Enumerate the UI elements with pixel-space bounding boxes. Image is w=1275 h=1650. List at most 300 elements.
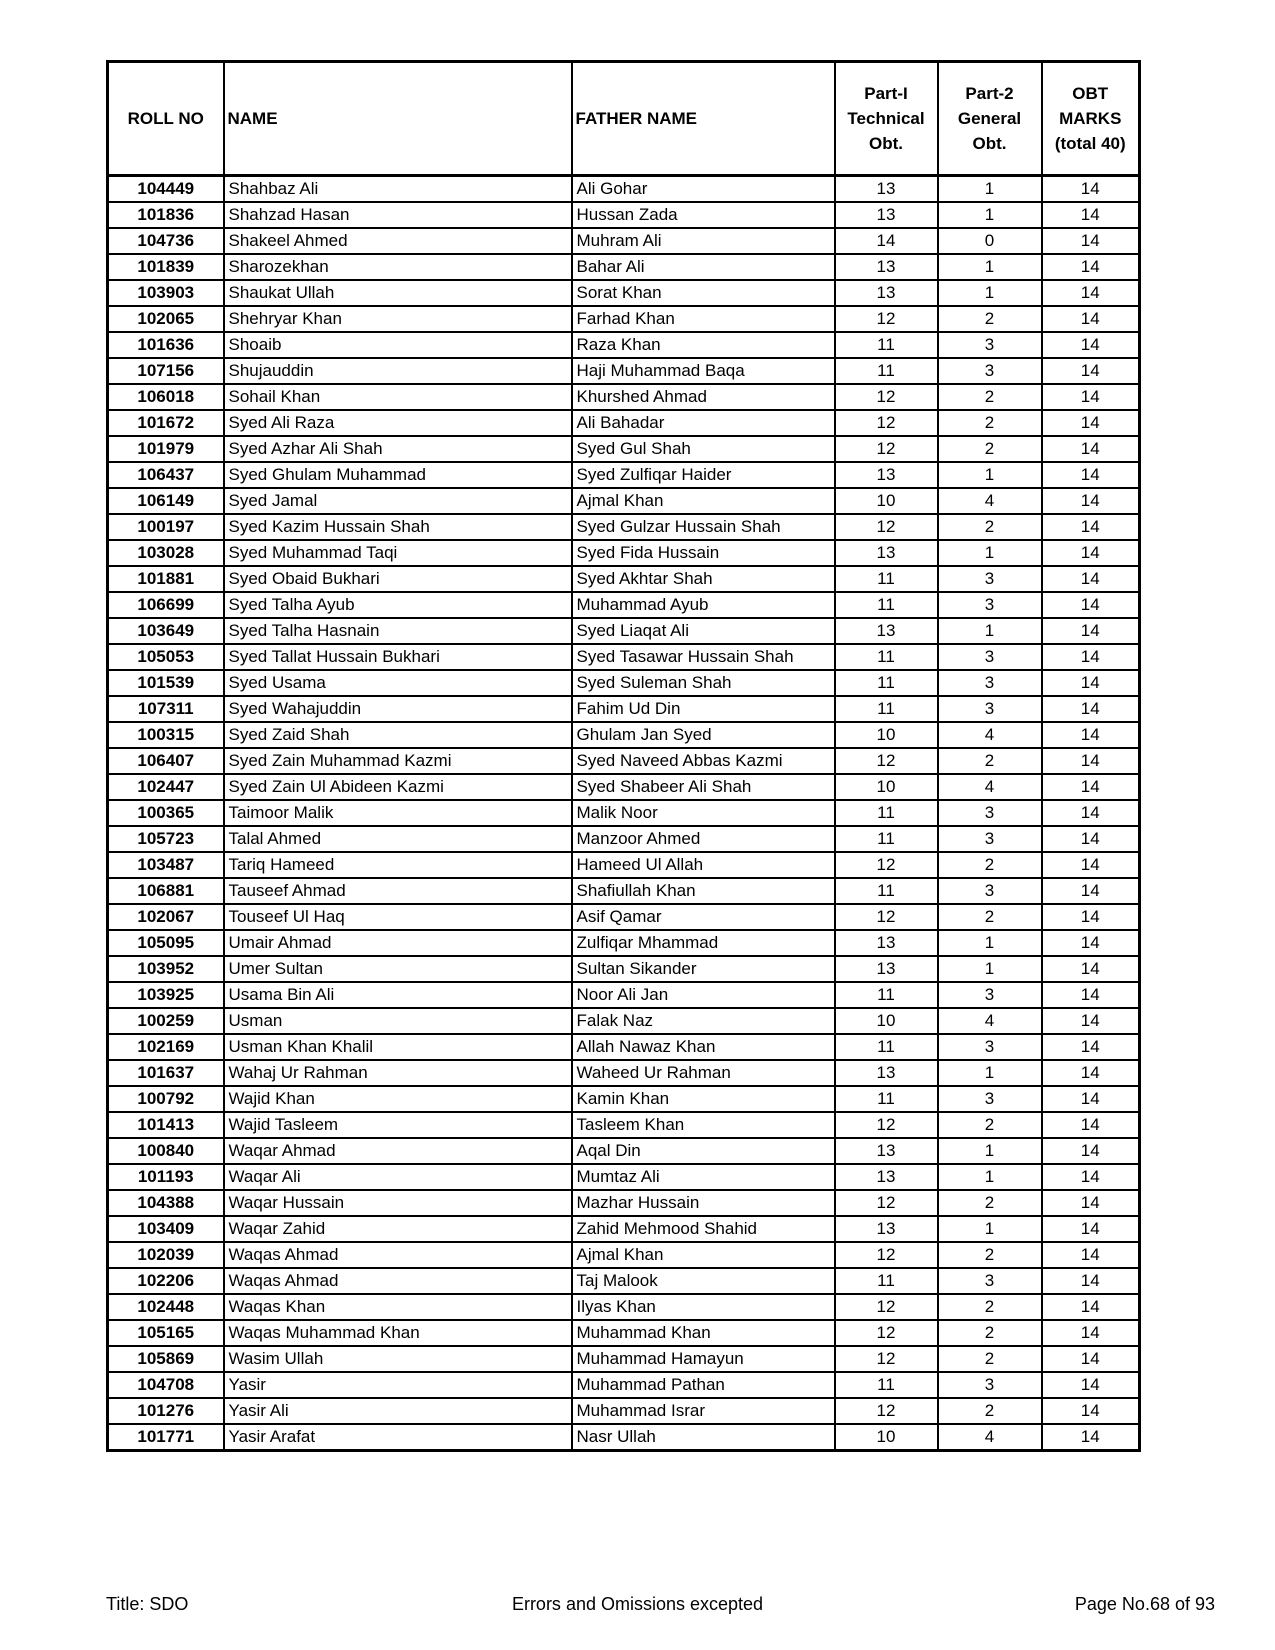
header-row xyxy=(108,62,1140,176)
obt-marks-cell: 14 xyxy=(1042,176,1140,203)
obt-marks-cell: 14 xyxy=(1042,1294,1140,1320)
table-row xyxy=(108,280,1140,306)
part1-technical-cell: 11 xyxy=(835,696,938,722)
part2-general-cell: 1 xyxy=(938,280,1042,306)
part2-general-cell: 2 xyxy=(938,1320,1042,1346)
table-row xyxy=(108,176,1140,203)
part1-technical-cell: 13 xyxy=(835,956,938,982)
part2-general-cell: 1 xyxy=(938,1138,1042,1164)
name-cell: Wasim Ullah xyxy=(224,1346,572,1372)
part2-general-cell: 2 xyxy=(938,748,1042,774)
name-cell: Shoaib xyxy=(224,332,572,358)
name-cell: Waqas Ahmad xyxy=(224,1268,572,1294)
roll-no-cell: 103903 xyxy=(108,280,224,306)
roll-no-cell: 105723 xyxy=(108,826,224,852)
obt-marks-cell: 14 xyxy=(1042,1086,1140,1112)
father-name-cell: Muhammad Hamayun xyxy=(572,1346,835,1372)
name-cell: Syed Muhammad Taqi xyxy=(224,540,572,566)
roll-no-cell: 100315 xyxy=(108,722,224,748)
roll-no-cell: 104449 xyxy=(108,176,224,203)
part2-general-cell: 3 xyxy=(938,1034,1042,1060)
table-row xyxy=(108,566,1140,592)
part1-technical-cell: 13 xyxy=(835,254,938,280)
part1-technical-cell: 13 xyxy=(835,280,938,306)
roll-no-cell: 106407 xyxy=(108,748,224,774)
part2-general-cell: 1 xyxy=(938,1216,1042,1242)
name-cell: Wahaj Ur Rahman xyxy=(224,1060,572,1086)
roll-no-cell: 105869 xyxy=(108,1346,224,1372)
roll-no-cell: 101193 xyxy=(108,1164,224,1190)
name-cell: Umair Ahmad xyxy=(224,930,572,956)
roll-no-cell: 103028 xyxy=(108,540,224,566)
table-row xyxy=(108,202,1140,228)
name-cell: Waqar Zahid xyxy=(224,1216,572,1242)
obt-marks-cell: 14 xyxy=(1042,852,1140,878)
roll-no-cell: 106699 xyxy=(108,592,224,618)
name-cell: Shujauddin xyxy=(224,358,572,384)
table-row xyxy=(108,774,1140,800)
part1-technical-cell: 11 xyxy=(835,1086,938,1112)
roll-no-cell: 106149 xyxy=(108,488,224,514)
table-row xyxy=(108,1294,1140,1320)
part1-technical-cell: 10 xyxy=(835,488,938,514)
part2-general-cell: 1 xyxy=(938,202,1042,228)
father-name-cell: Ajmal Khan xyxy=(572,1242,835,1268)
part1-technical-cell: 12 xyxy=(835,384,938,410)
father-name-cell: Syed Naveed Abbas Kazmi xyxy=(572,748,835,774)
part1-technical-cell: 12 xyxy=(835,1190,938,1216)
father-name-cell: Syed Fida Hussain xyxy=(572,540,835,566)
part2-general-cell: 2 xyxy=(938,904,1042,930)
table-row xyxy=(108,1060,1140,1086)
part1-technical-cell: 12 xyxy=(835,436,938,462)
roll-no-cell: 101979 xyxy=(108,436,224,462)
part2-general-cell: 2 xyxy=(938,410,1042,436)
name-cell: Syed Azhar Ali Shah xyxy=(224,436,572,462)
part2-general-cell: 2 xyxy=(938,1112,1042,1138)
part2-general-cell: 2 xyxy=(938,514,1042,540)
father-name-cell: Fahim Ud Din xyxy=(572,696,835,722)
part2-general-cell: 2 xyxy=(938,436,1042,462)
name-cell: Shaukat Ullah xyxy=(224,280,572,306)
father-name-cell: Syed Shabeer Ali Shah xyxy=(572,774,835,800)
roll-no-cell: 103649 xyxy=(108,618,224,644)
father-name-cell: Tasleem Khan xyxy=(572,1112,835,1138)
obt-marks-cell: 14 xyxy=(1042,1424,1140,1451)
table-row xyxy=(108,254,1140,280)
part1-technical-cell: 11 xyxy=(835,878,938,904)
name-cell: Usman xyxy=(224,1008,572,1034)
part1-technical-cell: 12 xyxy=(835,1346,938,1372)
name-cell: Syed Usama xyxy=(224,670,572,696)
part2-general-cell: 3 xyxy=(938,1372,1042,1398)
father-name-cell: Asif Qamar xyxy=(572,904,835,930)
father-name-cell: Manzoor Ahmed xyxy=(572,826,835,852)
roll-no-cell: 107311 xyxy=(108,696,224,722)
roll-no-cell: 104736 xyxy=(108,228,224,254)
part2-general-cell: 3 xyxy=(938,878,1042,904)
obt-marks-cell: 14 xyxy=(1042,202,1140,228)
header-part2-line1: Part-2 xyxy=(965,84,1014,103)
name-cell: Talal Ahmed xyxy=(224,826,572,852)
table-row xyxy=(108,462,1140,488)
father-name-cell: Mazhar Hussain xyxy=(572,1190,835,1216)
obt-marks-cell: 14 xyxy=(1042,1138,1140,1164)
table-row xyxy=(108,826,1140,852)
obt-marks-cell: 14 xyxy=(1042,566,1140,592)
roll-no-cell: 100197 xyxy=(108,514,224,540)
name-cell: Syed Wahajuddin xyxy=(224,696,572,722)
obt-marks-cell: 14 xyxy=(1042,280,1140,306)
part1-technical-cell: 13 xyxy=(835,1060,938,1086)
roll-no-cell: 103409 xyxy=(108,1216,224,1242)
roll-no-cell: 102067 xyxy=(108,904,224,930)
table-row xyxy=(108,1086,1140,1112)
part1-technical-cell: 11 xyxy=(835,826,938,852)
name-cell: Waqas Khan xyxy=(224,1294,572,1320)
name-cell: Syed Zain Muhammad Kazmi xyxy=(224,748,572,774)
father-name-cell: Shafiullah Khan xyxy=(572,878,835,904)
part1-technical-cell: 11 xyxy=(835,1268,938,1294)
roll-no-cell: 101839 xyxy=(108,254,224,280)
name-cell: Yasir Ali xyxy=(224,1398,572,1424)
roll-no-cell: 101636 xyxy=(108,332,224,358)
part2-general-cell: 3 xyxy=(938,566,1042,592)
header-part1-line1: Part-I xyxy=(864,84,908,103)
part2-general-cell: 2 xyxy=(938,1242,1042,1268)
table-row xyxy=(108,748,1140,774)
father-name-cell: Malik Noor xyxy=(572,800,835,826)
table-row xyxy=(108,1242,1140,1268)
header-obt-line1: OBT xyxy=(1072,84,1109,103)
obt-marks-cell: 14 xyxy=(1042,982,1140,1008)
obt-marks-cell: 14 xyxy=(1042,514,1140,540)
obt-marks-cell: 14 xyxy=(1042,1060,1140,1086)
footer-page-number: Page No.68 of 93 xyxy=(1074,1594,1215,1614)
father-name-cell: Muhammad Pathan xyxy=(572,1372,835,1398)
roll-no-cell: 102039 xyxy=(108,1242,224,1268)
obt-marks-cell: 14 xyxy=(1042,1242,1140,1268)
obt-marks-cell: 14 xyxy=(1042,540,1140,566)
father-name-cell: Farhad Khan xyxy=(572,306,835,332)
part1-technical-cell: 13 xyxy=(835,1164,938,1190)
obt-marks-cell: 14 xyxy=(1042,748,1140,774)
name-cell: Waqar Hussain xyxy=(224,1190,572,1216)
obt-marks-cell: 14 xyxy=(1042,358,1140,384)
footer-notice: Errors and Omissions excepted xyxy=(511,1594,764,1614)
part2-general-cell: 3 xyxy=(938,696,1042,722)
table-row xyxy=(108,1138,1140,1164)
table-row xyxy=(108,1034,1140,1060)
father-name-cell: Syed Gulzar Hussain Shah xyxy=(572,514,835,540)
obt-marks-cell: 14 xyxy=(1042,1372,1140,1398)
father-name-cell: Ali Bahadar xyxy=(572,410,835,436)
name-cell: Syed Talha Ayub xyxy=(224,592,572,618)
father-name-cell: Syed Liaqat Ali xyxy=(572,618,835,644)
part1-technical-cell: 12 xyxy=(835,1320,938,1346)
name-cell: Waqas Muhammad Khan xyxy=(224,1320,572,1346)
roll-no-cell: 105053 xyxy=(108,644,224,670)
table-row xyxy=(108,722,1140,748)
father-name-cell: Raza Khan xyxy=(572,332,835,358)
name-cell: Syed Ali Raza xyxy=(224,410,572,436)
father-name-cell: Mumtaz Ali xyxy=(572,1164,835,1190)
part2-general-cell: 1 xyxy=(938,956,1042,982)
header-obt-marks xyxy=(1042,62,1140,176)
part2-general-cell: 2 xyxy=(938,1398,1042,1424)
part2-general-cell: 3 xyxy=(938,644,1042,670)
father-name-cell: Syed Suleman Shah xyxy=(572,670,835,696)
father-name-cell: Syed Akhtar Shah xyxy=(572,566,835,592)
father-name-cell: Bahar Ali xyxy=(572,254,835,280)
father-name-cell: Syed Tasawar Hussain Shah xyxy=(572,644,835,670)
table-row xyxy=(108,670,1140,696)
father-name-cell: Muhammad Israr xyxy=(572,1398,835,1424)
table-row xyxy=(108,982,1140,1008)
obt-marks-cell: 14 xyxy=(1042,800,1140,826)
father-name-cell: Aqal Din xyxy=(572,1138,835,1164)
part1-technical-cell: 12 xyxy=(835,1112,938,1138)
roll-no-cell: 101276 xyxy=(108,1398,224,1424)
table-row xyxy=(108,410,1140,436)
father-name-cell: Nasr Ullah xyxy=(572,1424,835,1451)
part1-technical-cell: 13 xyxy=(835,176,938,203)
part2-general-cell: 3 xyxy=(938,800,1042,826)
roll-no-cell: 103925 xyxy=(108,982,224,1008)
name-cell: Sharozekhan xyxy=(224,254,572,280)
roll-no-cell: 100365 xyxy=(108,800,224,826)
table-row xyxy=(108,1268,1140,1294)
obt-marks-cell: 14 xyxy=(1042,228,1140,254)
table-row xyxy=(108,1008,1140,1034)
part2-general-cell: 2 xyxy=(938,306,1042,332)
table-row xyxy=(108,904,1140,930)
results-table xyxy=(106,60,1141,1452)
header-father-name: FATHER NAME xyxy=(572,62,835,176)
father-name-cell: Sultan Sikander xyxy=(572,956,835,982)
roll-no-cell: 102206 xyxy=(108,1268,224,1294)
name-cell: Syed Jamal xyxy=(224,488,572,514)
table-row xyxy=(108,436,1140,462)
obt-marks-cell: 14 xyxy=(1042,618,1140,644)
roll-no-cell: 107156 xyxy=(108,358,224,384)
roll-no-cell: 104388 xyxy=(108,1190,224,1216)
part2-general-cell: 3 xyxy=(938,982,1042,1008)
part2-general-cell: 4 xyxy=(938,722,1042,748)
part1-technical-cell: 13 xyxy=(835,618,938,644)
father-name-cell: Allah Nawaz Khan xyxy=(572,1034,835,1060)
part2-general-cell: 2 xyxy=(938,1190,1042,1216)
roll-no-cell: 100840 xyxy=(108,1138,224,1164)
obt-marks-cell: 14 xyxy=(1042,1346,1140,1372)
part1-technical-cell: 10 xyxy=(835,1424,938,1451)
table-row xyxy=(108,228,1140,254)
roll-no-cell: 106437 xyxy=(108,462,224,488)
part2-general-cell: 1 xyxy=(938,462,1042,488)
father-name-cell: Ali Gohar xyxy=(572,176,835,203)
part1-technical-cell: 11 xyxy=(835,982,938,1008)
header-part2-line2: General xyxy=(957,109,1022,128)
part2-general-cell: 3 xyxy=(938,670,1042,696)
obt-marks-cell: 14 xyxy=(1042,774,1140,800)
roll-no-cell: 101836 xyxy=(108,202,224,228)
name-cell: Syed Tallat Hussain Bukhari xyxy=(224,644,572,670)
roll-no-cell: 101672 xyxy=(108,410,224,436)
obt-marks-cell: 14 xyxy=(1042,1164,1140,1190)
header-name: NAME xyxy=(224,62,572,176)
roll-no-cell: 105095 xyxy=(108,930,224,956)
part1-technical-cell: 12 xyxy=(835,1242,938,1268)
name-cell: Syed Kazim Hussain Shah xyxy=(224,514,572,540)
part2-general-cell: 2 xyxy=(938,384,1042,410)
part1-technical-cell: 12 xyxy=(835,748,938,774)
obt-marks-cell: 14 xyxy=(1042,1008,1140,1034)
part1-technical-cell: 11 xyxy=(835,566,938,592)
obt-marks-cell: 14 xyxy=(1042,1268,1140,1294)
roll-no-cell: 106881 xyxy=(108,878,224,904)
part2-general-cell: 3 xyxy=(938,358,1042,384)
part1-technical-cell: 11 xyxy=(835,800,938,826)
father-name-cell: Muhram Ali xyxy=(572,228,835,254)
part2-general-cell: 1 xyxy=(938,254,1042,280)
father-name-cell: Ghulam Jan Syed xyxy=(572,722,835,748)
father-name-cell: Zahid Mehmood Shahid xyxy=(572,1216,835,1242)
name-cell: Waqar Ali xyxy=(224,1164,572,1190)
obt-marks-cell: 14 xyxy=(1042,644,1140,670)
obt-marks-cell: 14 xyxy=(1042,956,1140,982)
table-row xyxy=(108,1372,1140,1398)
obt-marks-cell: 14 xyxy=(1042,592,1140,618)
table-row xyxy=(108,1398,1140,1424)
father-name-cell: Ilyas Khan xyxy=(572,1294,835,1320)
header-part1-line3: Obt. xyxy=(869,134,903,153)
roll-no-cell: 106018 xyxy=(108,384,224,410)
table-row xyxy=(108,1346,1140,1372)
part1-technical-cell: 12 xyxy=(835,904,938,930)
part1-technical-cell: 11 xyxy=(835,670,938,696)
obt-marks-cell: 14 xyxy=(1042,384,1140,410)
table-row xyxy=(108,1112,1140,1138)
part1-technical-cell: 12 xyxy=(835,410,938,436)
table-row xyxy=(108,1424,1140,1451)
roll-no-cell: 103487 xyxy=(108,852,224,878)
part2-general-cell: 4 xyxy=(938,488,1042,514)
table-row xyxy=(108,514,1140,540)
part2-general-cell: 3 xyxy=(938,1086,1042,1112)
name-cell: Shehryar Khan xyxy=(224,306,572,332)
name-cell: Touseef Ul Haq xyxy=(224,904,572,930)
part2-general-cell: 4 xyxy=(938,774,1042,800)
part2-general-cell: 0 xyxy=(938,228,1042,254)
father-name-cell: Ajmal Khan xyxy=(572,488,835,514)
father-name-cell: Noor Ali Jan xyxy=(572,982,835,1008)
table-row xyxy=(108,644,1140,670)
obt-marks-cell: 14 xyxy=(1042,488,1140,514)
obt-marks-cell: 14 xyxy=(1042,904,1140,930)
obt-marks-cell: 14 xyxy=(1042,826,1140,852)
obt-marks-cell: 14 xyxy=(1042,306,1140,332)
footer-title: Title: SDO xyxy=(106,1594,189,1614)
part1-technical-cell: 13 xyxy=(835,462,938,488)
table-row xyxy=(108,306,1140,332)
obt-marks-cell: 14 xyxy=(1042,1190,1140,1216)
part2-general-cell: 2 xyxy=(938,852,1042,878)
name-cell: Wajid Khan xyxy=(224,1086,572,1112)
name-cell: Usama Bin Ali xyxy=(224,982,572,1008)
roll-no-cell: 100259 xyxy=(108,1008,224,1034)
part2-general-cell: 2 xyxy=(938,1346,1042,1372)
part1-technical-cell: 13 xyxy=(835,202,938,228)
part1-technical-cell: 10 xyxy=(835,774,938,800)
roll-no-cell: 102448 xyxy=(108,1294,224,1320)
name-cell: Yasir xyxy=(224,1372,572,1398)
obt-marks-cell: 14 xyxy=(1042,670,1140,696)
obt-marks-cell: 14 xyxy=(1042,722,1140,748)
part1-technical-cell: 11 xyxy=(835,332,938,358)
part1-technical-cell: 10 xyxy=(835,722,938,748)
roll-no-cell: 105165 xyxy=(108,1320,224,1346)
table-row xyxy=(108,540,1140,566)
obt-marks-cell: 14 xyxy=(1042,410,1140,436)
part1-technical-cell: 13 xyxy=(835,930,938,956)
header-part2-general xyxy=(938,62,1042,176)
roll-no-cell: 102447 xyxy=(108,774,224,800)
father-name-cell: Khurshed Ahmad xyxy=(572,384,835,410)
part1-technical-cell: 14 xyxy=(835,228,938,254)
name-cell: Shahbaz Ali xyxy=(224,176,572,203)
father-name-cell: Hussan Zada xyxy=(572,202,835,228)
part2-general-cell: 3 xyxy=(938,332,1042,358)
obt-marks-cell: 14 xyxy=(1042,1398,1140,1424)
part1-technical-cell: 11 xyxy=(835,592,938,618)
part1-technical-cell: 12 xyxy=(835,306,938,332)
obt-marks-cell: 14 xyxy=(1042,1034,1140,1060)
roll-no-cell: 101771 xyxy=(108,1424,224,1451)
father-name-cell: Hameed Ul Allah xyxy=(572,852,835,878)
table-row xyxy=(108,1164,1140,1190)
table-row xyxy=(108,800,1140,826)
part1-technical-cell: 11 xyxy=(835,1034,938,1060)
table-row xyxy=(108,332,1140,358)
roll-no-cell: 101413 xyxy=(108,1112,224,1138)
part2-general-cell: 3 xyxy=(938,1268,1042,1294)
obt-marks-cell: 14 xyxy=(1042,930,1140,956)
name-cell: Shakeel Ahmed xyxy=(224,228,572,254)
name-cell: Syed Talha Hasnain xyxy=(224,618,572,644)
obt-marks-cell: 14 xyxy=(1042,462,1140,488)
part1-technical-cell: 11 xyxy=(835,358,938,384)
roll-no-cell: 102169 xyxy=(108,1034,224,1060)
name-cell: Syed Zain Ul Abideen Kazmi xyxy=(224,774,572,800)
part2-general-cell: 2 xyxy=(938,1294,1042,1320)
table-row xyxy=(108,618,1140,644)
part1-technical-cell: 12 xyxy=(835,852,938,878)
part2-general-cell: 1 xyxy=(938,540,1042,566)
part2-general-cell: 3 xyxy=(938,592,1042,618)
part2-general-cell: 4 xyxy=(938,1008,1042,1034)
part1-technical-cell: 13 xyxy=(835,1138,938,1164)
father-name-cell: Taj Malook xyxy=(572,1268,835,1294)
roll-no-cell: 104708 xyxy=(108,1372,224,1398)
name-cell: Waqar Ahmad xyxy=(224,1138,572,1164)
name-cell: Syed Obaid Bukhari xyxy=(224,566,572,592)
father-name-cell: Syed Gul Shah xyxy=(572,436,835,462)
roll-no-cell: 101539 xyxy=(108,670,224,696)
part1-technical-cell: 10 xyxy=(835,1008,938,1034)
obt-marks-cell: 14 xyxy=(1042,1112,1140,1138)
part2-general-cell: 1 xyxy=(938,930,1042,956)
name-cell: Usman Khan Khalil xyxy=(224,1034,572,1060)
